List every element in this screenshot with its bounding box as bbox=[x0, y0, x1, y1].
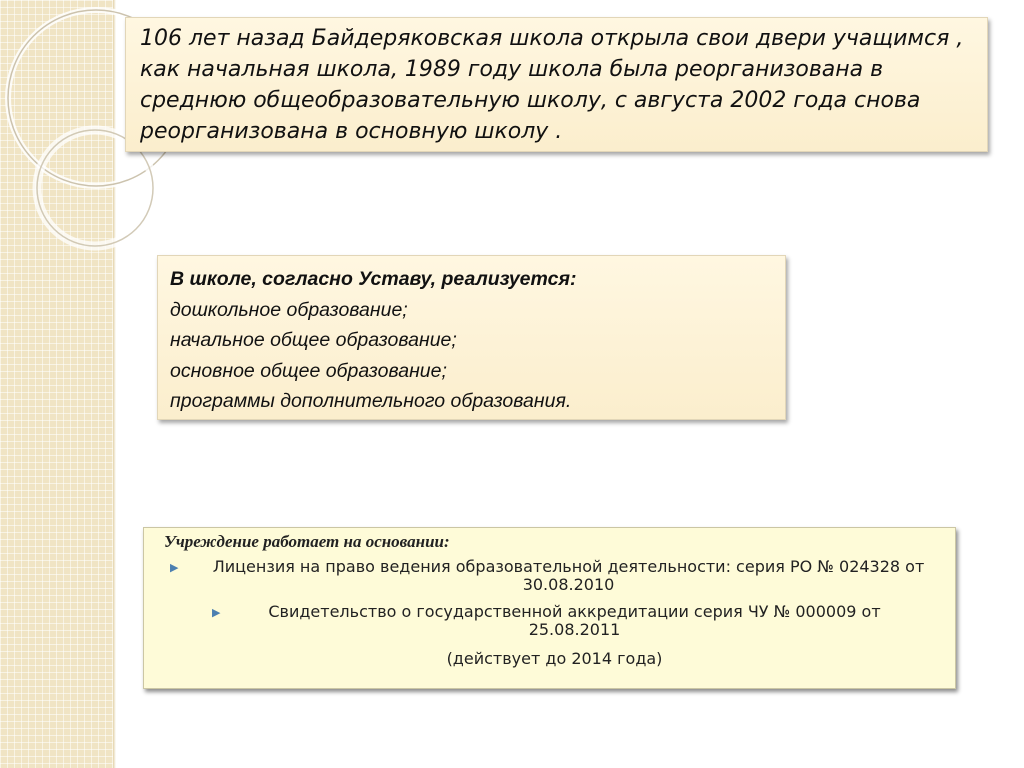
history-box bbox=[125, 17, 988, 152]
validity-text: (действует до 2014 года) bbox=[446, 649, 663, 668]
certificate-text: Свидетельство о государственной аккредитации серия ЧУ № 000009 от 25.08.2011 bbox=[268, 602, 881, 639]
history-text: 106 лет назад Байдеряковская школа открыла свои двери учащимся , как начальная школа, 1989 году школа была реорганизована в среднюю общеобразовательную школу, с августа 2002 года снова реорганизована в основную школу . bbox=[140, 26, 964, 144]
basis-box bbox=[143, 527, 956, 689]
education-item: начальное общее образование; bbox=[170, 329, 457, 351]
triangle-bullet-icon: ▶ bbox=[170, 561, 179, 574]
education-item: дошкольное образование; bbox=[170, 298, 408, 321]
education-heading: В школе, согласно Уставу, реализуется: bbox=[170, 268, 577, 290]
license-row bbox=[164, 558, 945, 594]
triangle-bullet-icon: ▶ bbox=[212, 606, 221, 619]
education-item: основное общее образование; bbox=[170, 359, 447, 382]
basis-heading: Учреждение работает на основании: bbox=[164, 532, 450, 551]
education-box bbox=[157, 255, 786, 420]
education-item: программы дополнительного образования. bbox=[170, 390, 572, 412]
license-text: Лицензия на право ведения образовательной деятельности: серия РО № 024328 от 30.08.2010 bbox=[212, 557, 925, 594]
certificate-row bbox=[164, 603, 945, 639]
